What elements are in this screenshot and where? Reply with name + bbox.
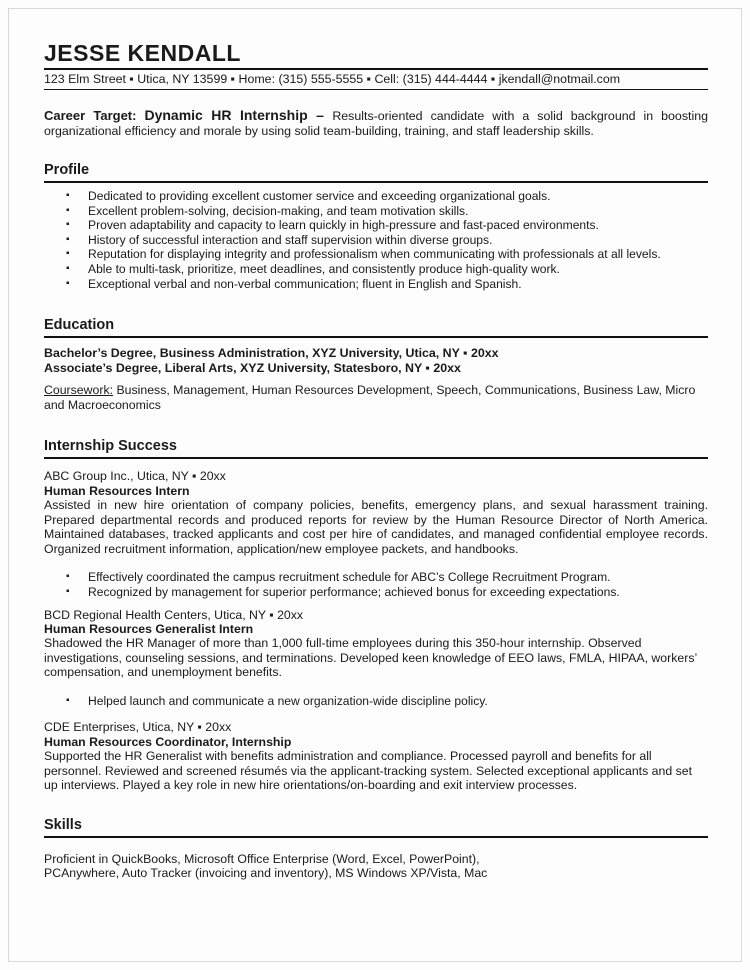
contact-line: 123 Elm Street ▪ Utica, NY 13599 ▪ Home: (315) 555-5555 ▪ Cell: (315) 444-4444 ▪ jkendall@notmail.com [44,72,621,86]
candidate-name: JESSE KENDALL [44,40,241,66]
list-item: ▪ History of successful interaction and staff supervision within diverse groups. [44,233,708,248]
career-target-title: Dynamic HR Internship [144,107,308,123]
resume-content [44,40,708,881]
coursework [44,383,708,412]
education-heading: Education [44,317,708,338]
job-org: BCD Regional Health Centers, Utica, NY ▪ 20xx [44,607,304,622]
internship-heading: Internship Success [44,438,708,459]
career-target-dash: – [307,107,333,123]
list-item: ▪ Excellent problem-solving, decision-making, and team motivation skills. [44,204,708,219]
job-highlights [44,570,708,599]
career-target [44,108,708,138]
list-item: ▪ Reputation for displaying integrity and professionalism when communicating with professionals at all levels. [44,247,708,262]
job-description: Supported the HR Generalist with benefits administration and compliance. Processed payroll and benefits for all personnel. Reviewed and screened résumés via the applicant-tracking system. Selected exceptional applicants and set up interviews. Played a key role in new hire orientations/on-boarding and exit interview processes. [44,749,693,793]
career-target-label: Career Target: [44,108,137,123]
job-org: CDE Enterprises, Utica, NY ▪ 20xx [44,720,232,735]
degree-associates: Associate’s Degree, Liberal Arts, XYZ University, Statesboro, NY ▪ 20xx [44,360,461,375]
degree-bachelors: Bachelor’s Degree, Business Administration, XYZ University, Utica, NY ▪ 20xx [44,346,499,361]
coursework-text: Business, Management, Human Resources Development, Speech, Communications, Business Law, Micro and Macroeconomics [44,383,696,412]
header-rule [44,68,708,70]
skills-line: PCAnywhere, Auto Tracker (invoicing and inventory), MS Windows XP/Vista, Mac [44,866,488,881]
profile-list [44,189,708,291]
job-role: Human Resources Coordinator, Internship [44,735,292,750]
internship-section [44,438,708,793]
list-item: ▪ Effectively coordinated the campus recruitment schedule for ABC’s College Recruitment Program. [44,570,708,585]
list-item: ▪ Recognized by management for superior performance; achieved bonus for exceeding expectations. [44,585,708,600]
profile-heading: Profile [44,162,708,183]
job-entry [44,720,708,792]
job-description: Shadowed the HR Manager of more than 1,000 full-time employees during this 350-hour internship. Observed investigations, counseling sessions, and terminations. Developed keen knowledge of EEO laws, FMLA, HIPAA, workers’ compensation, and unemployment benefits. [44,636,697,680]
skills-heading: Skills [44,817,708,838]
career-target-text: Results-oriented candidate with a solid background in boosting organizational efficiency and morale by using solid team-building, training, and staff leadership skills. [44,109,708,138]
list-item: ▪ Able to multi-task, prioritize, meet deadlines, and consistently produce high-quality work. [44,262,708,277]
job-entry [44,469,708,599]
list-item: ▪ Exceptional verbal and non-verbal communication; fluent in English and Spanish. [44,277,708,292]
skills-section [44,817,708,881]
skills-line: Proficient in QuickBooks, Microsoft Office Enterprise (Word, Excel, PowerPoint), [44,851,480,866]
list-item: ▪ Dedicated to providing excellent customer service and exceeding organizational goals. [44,189,708,204]
job-role: Human Resources Generalist Intern [44,622,254,637]
job-entry [44,608,708,709]
list-item: ▪ Helped launch and communicate a new organization-wide discipline policy. [44,694,708,709]
job-highlights [44,694,708,709]
contact-rule [44,89,708,90]
job-description: Assisted in new hire orientation of company policies, benefits, emergency plans, and sexual harassment training. Prepared departmental records and produced reports for review by the Human Resource Director of North America. Maintained databases, tracked applicants and cost per hire of candidates, and managed confidential employee records. Organized recruitment information, application/new employee packets, and handbooks. [44,497,708,556]
job-role: Human Resources Intern [44,483,190,498]
list-item: ▪ Proven adaptability and capacity to learn quickly in high-pressure and fast-paced environments. [44,218,708,233]
coursework-label: Coursework: [44,383,114,398]
education-section [44,317,708,412]
job-org: ABC Group Inc., Utica, NY ▪ 20xx [44,469,226,484]
profile-section [44,162,708,291]
